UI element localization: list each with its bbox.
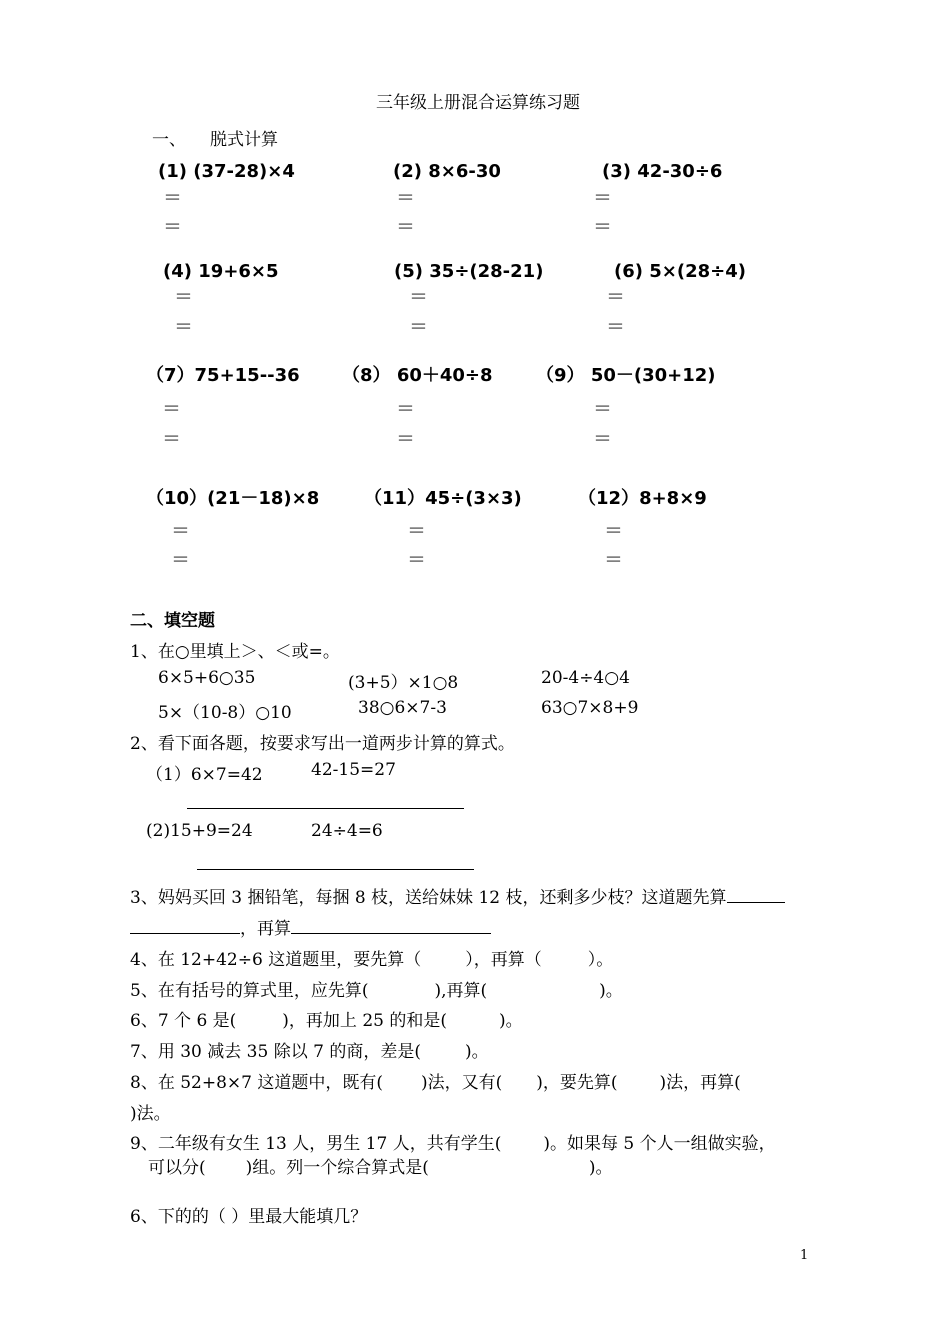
problem-11: （11）45÷(3×3) [364,488,522,509]
equals-sign: ＝ [171,520,191,542]
equals-sign: ＝ [604,520,624,542]
equals-sign: ＝ [606,316,626,338]
equals-sign: ＝ [174,316,194,338]
equals-sign: ＝ [593,216,613,238]
question-3-continued: ，再算 [130,914,491,939]
question-10: 6、下的的（ ）里最大能填几？ [130,1207,368,1227]
equals-sign: ＝ [163,187,183,209]
equals-sign: ＝ [593,398,613,420]
equals-sign: ＝ [409,286,429,308]
compare-item: 5×（10-8）○10 [158,703,292,723]
equals-sign: ＝ [171,549,191,571]
question-1: 1、在○里填上＞、＜或=。 [130,642,340,662]
equals-sign: ＝ [396,398,416,420]
question-6: 6、7 个 6 是( )，再加上 25 的和是( )。 [130,1011,523,1031]
equals-sign: ＝ [407,520,427,542]
problem-7: （7）75+15--36 [146,365,300,386]
question-8-continued: )法。 [130,1104,171,1124]
compare-item: 38○6×7-3 [358,698,447,718]
equals-sign: ＝ [407,549,427,571]
compare-item: 6×5+6○35 [158,668,256,688]
equals-sign: ＝ [593,428,613,450]
question-5: 5、在有括号的算式里，应先算( ),再算( )。 [130,981,623,1001]
sub-question-1: （1）6×7=42 [146,765,263,785]
equals-sign: ＝ [396,187,416,209]
equals-sign: ＝ [174,286,194,308]
problem-4: (4) 19+6×5 [163,261,279,282]
equals-sign: ＝ [606,286,626,308]
compare-item: (3+5）×1○8 [348,673,459,693]
problem-8: （8） 60＋40÷8 [342,365,493,386]
answer-line[interactable] [197,869,474,870]
answer-line[interactable] [187,808,464,809]
question-2: 2、看下面各题，按要求写出一道两步计算的算式。 [130,734,515,754]
equals-sign: ＝ [163,216,183,238]
question-8: 8、在 52+8×7 这道题中，既有( )法，又有( )，要先算( )法，再算( [130,1073,741,1093]
problem-2: (2) 8×6-30 [393,161,501,182]
problem-6: (6) 5×(28÷4) [614,261,746,282]
question-9-continued: 可以分( )组。列一个综合算式是( )。 [148,1158,613,1178]
answer-blank[interactable] [130,932,240,934]
answer-blank[interactable] [291,932,491,934]
problem-9: （9） 50－(30+12) [536,365,716,386]
equals-sign: ＝ [593,187,613,209]
equals-sign: ＝ [162,398,182,420]
section1-heading: 脱式计算 [210,130,278,150]
problem-10: （10）(21－18)×8 [146,488,320,509]
sub-question-1-b: 42-15=27 [311,760,396,780]
compare-item: 20-4÷4○4 [541,668,630,688]
page-title: 三年级上册混合运算练习题 [376,93,580,113]
section1-number: 一、 [152,130,186,150]
section2-heading: 二、填空题 [130,611,215,631]
problem-3: (3) 42-30÷6 [602,161,723,182]
question-7: 7、用 30 减去 35 除以 7 的商，差是( )。 [130,1042,489,1062]
answer-blank[interactable] [727,901,785,903]
equals-sign: ＝ [396,428,416,450]
question-3: 3、妈妈买回 3 捆铅笔，每捆 8 枝，送给妹妹 12 枝，还剩多少枝？这道题先算 [130,883,785,908]
equals-sign: ＝ [162,428,182,450]
equals-sign: ＝ [409,316,429,338]
sub-question-2-b: 24÷4=6 [311,821,383,841]
equals-sign: ＝ [396,216,416,238]
problem-1: (1) (37-28)×4 [158,161,295,182]
compare-item: 63○7×8+9 [541,698,639,718]
question-9: 9、二年级有女生 13 人，男生 17 人，共有学生( )。如果每 5 个人一组做实验， [130,1134,776,1154]
sub-question-2: (2)15+9=24 [146,821,253,841]
question-4: 4、在 12+42÷6 这道题里，要先算（ ），再算（ ）。 [130,950,614,970]
equals-sign: ＝ [604,549,624,571]
page-number: 1 [800,1248,809,1263]
problem-5: (5) 35÷(28-21) [394,261,544,282]
problem-12: （12）8+8×9 [578,488,707,509]
